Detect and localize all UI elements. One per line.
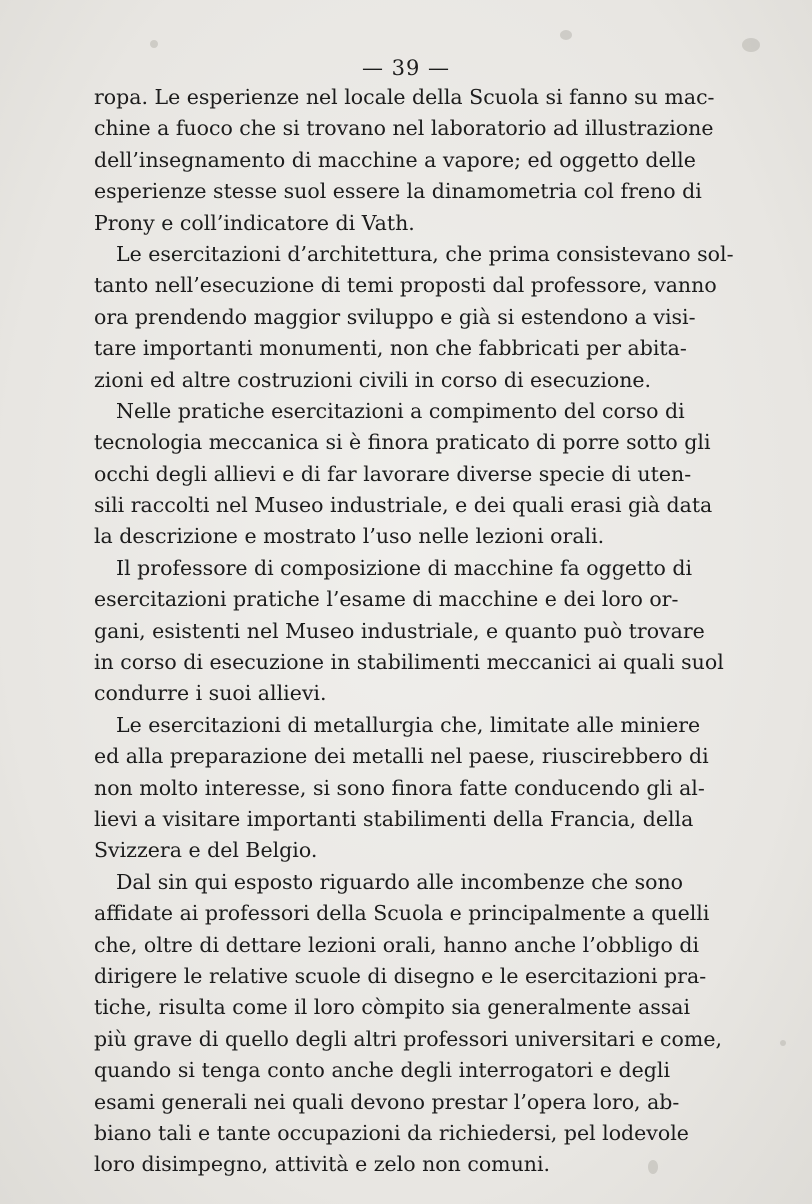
text-line: esercitazioni pratiche l’esame di macchine e dei loro or- <box>94 587 679 612</box>
text-line: la descrizione e mostrato l’uso nelle lezioni orali. <box>94 524 605 549</box>
text-line: affidate ai professori della Scuola e principalmente a quelli <box>94 901 710 926</box>
page-number: — 39 — <box>361 56 451 80</box>
text-line: tanto nell’esecuzione di temi proposti dal professore, vanno <box>94 273 717 298</box>
text-line: esami generali nei quali devono prestar l’opera loro, ab- <box>94 1089 680 1114</box>
text-line: più grave di quello degli altri professori universitari e come, <box>94 1026 722 1051</box>
text-line: esperienze stesse suol essere la dinamometria col freno di <box>94 179 702 204</box>
text-line: non molto interesse, si sono finora fatte conducendo gli al- <box>94 775 705 800</box>
text-line: zioni ed altre costruzioni civili in corso di esecuzione. <box>94 367 652 392</box>
paper-speck <box>150 40 158 48</box>
text-line: Il professore di composizione di macchine fa oggetto di <box>116 555 693 580</box>
text-line: tare importanti monumenti, non che fabbricati per abita- <box>94 336 687 361</box>
text-line: condurre i suoi allievi. <box>94 681 327 706</box>
text-line: Svizzera e del Belgio. <box>94 838 318 863</box>
text-line: occhi degli allievi e di far lavorare diverse specie di uten- <box>94 461 692 486</box>
text-line: Prony e coll’indicatore di Vath. <box>94 210 415 235</box>
text-line: dell’insegnamento di macchine a vapore; ed oggetto delle <box>94 147 696 172</box>
text-line: Nelle pratiche esercitazioni a compimento del corso di <box>116 398 685 423</box>
text-line: dirigere le relative scuole di disegno e le esercitazioni pra- <box>94 963 707 988</box>
text-line: quando si tenga conto anche degli interrogatori e degli <box>94 1058 670 1083</box>
text-line: in corso di esecuzione in stabilimenti meccanici ai quali suol <box>94 650 724 675</box>
text-line: sili raccolti nel Museo industriale, e dei quali erasi già data <box>94 493 713 518</box>
text-line: ed alla preparazione dei metalli nel paese, riuscirebbero di <box>94 744 709 769</box>
text-line: Le esercitazioni di metallurgia che, limitate alle miniere <box>116 712 701 737</box>
text-line: biano tali e tante occupazioni da richiedersi, pel lodevole <box>94 1120 689 1145</box>
text-line: lievi a visitare importanti stabilimenti della Francia, della <box>94 806 694 831</box>
text-line: Le esercitazioni d’architettura, che prima consistevano sol- <box>116 241 734 266</box>
text-line: ropa. Le esperienze nel locale della Scuola si fanno su mac- <box>94 85 715 109</box>
paper-speck <box>560 30 572 40</box>
text-line: gani, esistenti nel Museo industriale, e quanto può trovare <box>94 618 705 643</box>
paper-speck <box>780 1040 786 1046</box>
body-text <box>94 82 734 1181</box>
text-line: tecnologia meccanica si è finora praticato di porre sotto gli <box>94 430 711 455</box>
text-line: loro disimpegno, attività e zelo non comuni. <box>94 1152 551 1177</box>
paper-speck <box>742 38 760 52</box>
text-line: ora prendendo maggior sviluppo e già si estendono a visi- <box>94 304 696 329</box>
text-line: tiche, risulta come il loro còmpito sia generalmente assai <box>94 995 691 1020</box>
text-line: Dal sin qui esposto riguardo alle incombenze che sono <box>116 869 683 894</box>
text-line: chine a fuoco che si trovano nel laboratorio ad illustrazione <box>94 116 714 141</box>
text-line: che, oltre di dettare lezioni orali, hanno anche l’obbligo di <box>94 932 700 957</box>
